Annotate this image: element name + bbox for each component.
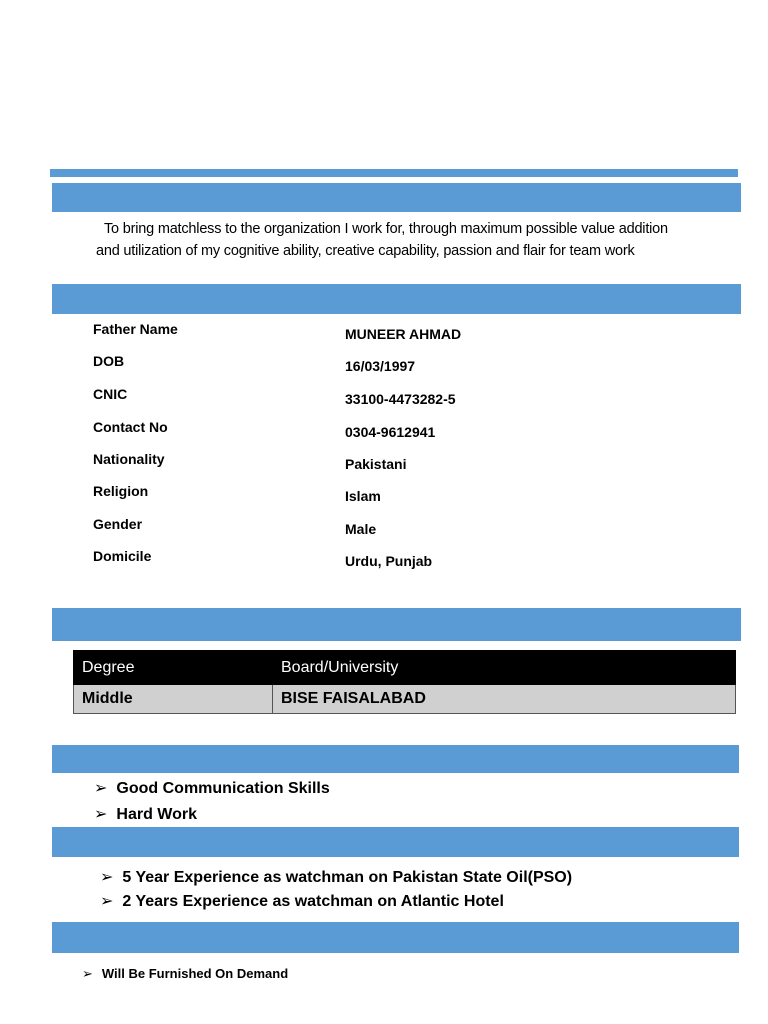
- skill-list-item: [94, 778, 330, 798]
- info-label: Religion: [93, 483, 149, 499]
- section-bar-objective: [52, 183, 741, 212]
- reference-text: Will Be Furnished On Demand: [101, 966, 289, 981]
- section-bar-experience: [52, 827, 739, 857]
- table-header-row: [74, 651, 736, 685]
- info-value: MUNEER AHMAD: [345, 326, 462, 342]
- info-label: Nationality: [93, 451, 165, 467]
- experience-text: 2 Years Experience as watchman on Atlantic Hotel: [122, 893, 504, 910]
- info-label: CNIC: [93, 386, 128, 402]
- info-label: Father Name: [93, 321, 178, 337]
- arrowhead-bullet-icon: ➢: [100, 869, 114, 886]
- column-header-degree: Degree: [74, 651, 273, 685]
- info-value: 16/03/1997: [345, 358, 416, 374]
- experience-text: 5 Year Experience as watchman on Pakistan State Oil(PSO): [122, 869, 573, 886]
- info-label: Domicile: [93, 548, 152, 564]
- section-bar-skills: [52, 745, 739, 773]
- section-bar-personal-info: [52, 284, 741, 314]
- column-header-board: Board/University: [273, 651, 736, 685]
- table-row: [74, 685, 736, 714]
- info-value: Urdu, Punjab: [345, 553, 433, 569]
- top-accent-line: [50, 169, 738, 177]
- education-table: [73, 650, 736, 714]
- info-value: Pakistani: [345, 456, 407, 472]
- arrowhead-bullet-icon: ➢: [94, 806, 108, 823]
- skill-text: Good Communication Skills: [116, 780, 330, 797]
- objective-line-2: and utilization of my cognitive ability, creative capability, passion and flair for team work: [96, 243, 635, 259]
- info-label: DOB: [93, 353, 125, 369]
- info-label: Contact No: [93, 419, 168, 435]
- experience-list-item: [100, 867, 572, 887]
- experience-list-item: [100, 891, 504, 911]
- arrowhead-bullet-icon: ➢: [94, 780, 108, 797]
- skill-text: Hard Work: [116, 806, 198, 823]
- objective-text: [96, 218, 716, 262]
- reference-list-item: [82, 966, 288, 982]
- info-value: Male: [345, 521, 377, 537]
- arrowhead-bullet-icon: ➢: [100, 893, 114, 910]
- info-value: Islam: [345, 488, 381, 504]
- section-bar-education: [52, 608, 741, 641]
- objective-line-1: To bring matchless to the organization I work for, through maximum possible value addition: [104, 221, 668, 237]
- info-value: 0304-9612941: [345, 424, 436, 440]
- cell-degree: Middle: [74, 685, 273, 714]
- section-bar-references: [52, 922, 739, 953]
- info-value: 33100-4473282-5: [345, 391, 456, 407]
- arrowhead-bullet-icon: ➢: [82, 966, 93, 981]
- skill-list-item: [94, 804, 197, 824]
- info-label: Gender: [93, 516, 143, 532]
- cell-board: BISE FAISALABAD: [273, 685, 736, 714]
